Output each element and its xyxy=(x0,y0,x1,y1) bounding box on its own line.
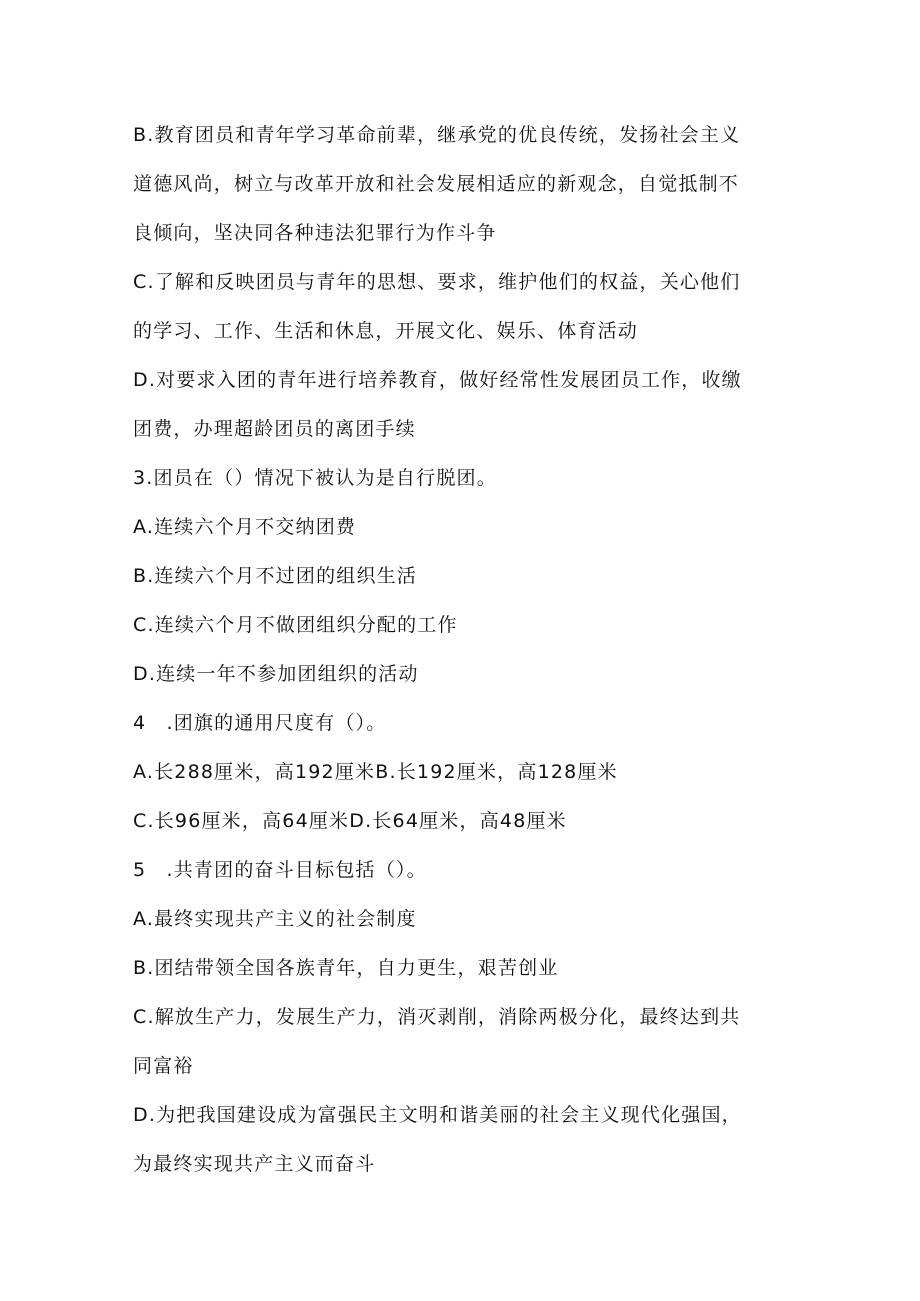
option-b: B.连续六个月不过团的组织生活 xyxy=(133,565,418,587)
text-line: 为最终实现共产主义而奋斗 xyxy=(133,1153,376,1175)
question-4: 4 .团旗的通用尺度有（）。 xyxy=(133,712,387,734)
question-3: 3.团员在（）情况下被认为是自行脱团。 xyxy=(133,467,497,489)
option-b: B.团结带领全国各族青年，自力更生，艰苦创业 xyxy=(133,957,559,979)
text-line: 同富裕 xyxy=(133,1055,194,1077)
option-a: A.最终实现共产主义的社会制度 xyxy=(133,908,417,930)
option-d: D.连续一年不参加团组织的活动 xyxy=(133,663,419,685)
options-ab: A.长288厘米，高192厘米B.长192厘米，高128厘米 xyxy=(133,761,618,783)
option-c: C.解放生产力，发展生产力，消灭剥削，消除两极分化，最终达到共 xyxy=(133,1006,741,1028)
text-line: 良倾向，坚决同各种违法犯罪行为作斗争 xyxy=(133,222,497,244)
text-line: 团费，办理超龄团员的离团手续 xyxy=(133,418,416,440)
option-a: A.连续六个月不交纳团费 xyxy=(133,516,357,538)
text-line: C.了解和反映团员与青年的思想、要求，维护他们的权益，关心他们 xyxy=(133,271,741,293)
text-line: B.教育团员和青年学习革命前辈，继承党的优良传统，发扬社会主义 xyxy=(133,124,741,146)
question-5: 5 .共青团的奋斗目标包括（）。 xyxy=(133,859,427,881)
option-d: D.为把我国建设成为富强民主文明和谐美丽的社会主义现代化强国， xyxy=(133,1104,742,1126)
document-body xyxy=(133,111,793,1189)
text-line: 道德风尚，树立与改革开放和社会发展相适应的新观念，自觉抵制不 xyxy=(133,173,740,195)
text-line: D.对要求入团的青年进行培养教育，做好经常性发展团员工作，收缴 xyxy=(133,369,742,391)
options-cd: C.长96厘米，高64厘米D.长64厘米，高48厘米 xyxy=(133,810,567,832)
option-c: C.连续六个月不做团组织分配的工作 xyxy=(133,614,458,636)
text-line: 的学习、工作、生活和休息，开展文化、娱乐、体育活动 xyxy=(133,320,639,342)
